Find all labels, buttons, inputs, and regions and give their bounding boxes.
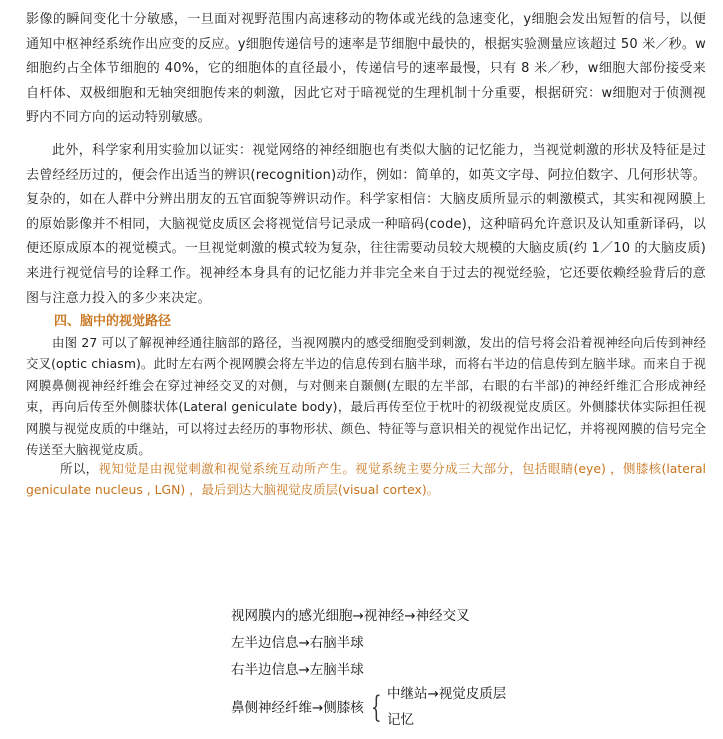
paragraph-visual-memory: 此外，科学家利用实验加以证实：视觉网络的神经细胞也有类似大脑的记忆能力，当视觉刺激的形状及特征是过去曾经经历过的，便会作出适当的辨识(recognition)动作，例如：简单的，如英文字母、阿拉伯数字、几何形状等。复杂的，如在人群中分辨出朋友的五官面貌等辨识动作。科学家相信：大脑皮质所显示的刺激模式，其实和视网膜上的原始影像并不相同，大脑视觉皮质区会将视觉信号记录成一种暗码(code)，这种暗码允许意识及认知重新译码，以便还原成原本的视觉模式。一旦视觉刺激的模式较为复杂，往往需要动员较大规模的大脑皮质(约 1／10 的大脑皮质)来进行视觉信号的诠释工作。视神经本身具有的记忆能力并非完全来自于过去的视觉经验，它还要依赖经验背后的意图与注意力投入的多少来决定。 (26, 143, 706, 306)
paragraph-retina-cells: 影像的瞬间变化十分敏感，一旦面对视野范围内高速移动的物体或光线的急速变化，y细胞会发出短暂的信号，以便通知中枢神经系统作出应变的反应。y细胞传递信号的速率是节细胞中最快的，根据实验测量应该超过 50 米／秒。w细胞约占全体节细胞的 40%，它的细胞体的直径最小，传递信号的速率最慢，只有 8 米／秒，w细胞大部份接受来自杆体、双极细胞和无轴突细胞传来的刺激，因此它对于暗视觉的生理机制十分重要，根据研究：w细胞对于侦测视野内不同方向的运动特别敏感。 (26, 12, 706, 126)
paragraph-summary (26, 458, 706, 501)
section-heading: 四、脑中的视觉路径 (54, 314, 172, 329)
summary-highlight: 视知觉是由视觉刺激和视觉系统互动所产生。视觉系统主要分成三大部分，包括眼睛(eye) ，侧膝核(lateral geniculate nucleus , LGN) ，最后到达大脑视觉皮质层(visual cortex)。 (26, 461, 706, 498)
summary-prefix: 所以， (60, 461, 99, 476)
flow-branch-relay: 中继站→视觉皮质层 (387, 686, 507, 702)
flow-line-retina: 视网膜内的感光细胞→视神经→神经交叉 (231, 608, 470, 624)
flow-branch-memory: 记忆 (387, 712, 414, 728)
paragraph-visual-pathway: 由图 27 可以了解视神经通往脑部的路径，当视网膜内的感受细胞受到刺激，发出的信号将会沿着视神经向后传到神经交叉(optic chiasm)。此时左右两个视网膜会将左半边的信息传到右脑半球，而将右半边的信息传到左脑半球。而来自于视网膜鼻侧视神经纤维会在穿过神经交叉的对侧，与对侧来自颞侧(左眼的左半部，右眼的右半部)的神经纤维汇合形成神经束，再向后传至外侧膝状体(Lateral geniculate body)，最后再传至位于枕叶的初级视觉皮质区。外侧膝状体实际担任视网膜与视觉皮质的中继站，可以将过去经历的事物形状、颜色、特征等与意识相关的视觉作出记忆，并将视网膜的信号完全传送至大脑视觉皮质。 (26, 335, 706, 458)
flow-line-left-info: 左半边信息→右脑半球 (231, 635, 364, 651)
flow-line-right-info: 右半边信息→左脑半球 (231, 662, 364, 678)
flow-brace: { (371, 690, 382, 725)
flow-line-nasal-fibers: 鼻侧神经纤维→侧膝核 (231, 700, 364, 716)
